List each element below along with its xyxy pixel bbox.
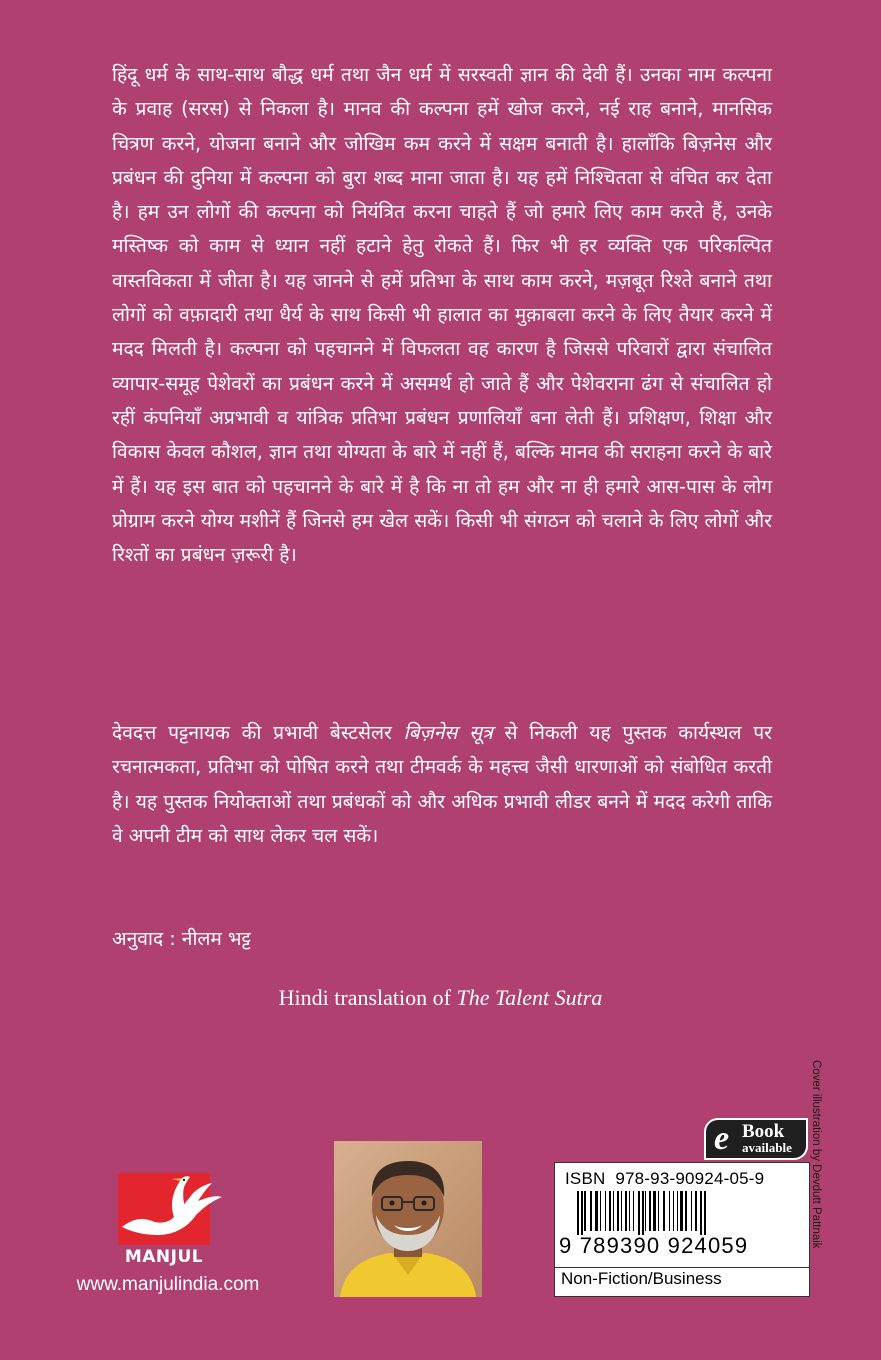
- translation-tagline: [0, 985, 881, 1011]
- ebook-book-label: Book: [742, 1121, 785, 1142]
- barcode-bar: [621, 1191, 622, 1231]
- barcode-bar: [653, 1191, 656, 1231]
- blurb-paragraph-2-end: से निकली यह पुस्तक कार्यस्थल पर रचनात्मकता, प्रतिभा को पोषित करने तथा टीमवर्क के महत्त्व जैसी धारणाओं को संबोधित करती है। यह पुस्तक नियोक्ताओं तथा प्रबंधकों को और अधिक प्रभावी लीडर बनने में मदद करेगी ताकि वे अपनी टीम को साथ लेकर चल सकें।: [112, 721, 772, 847]
- publisher-logo: [118, 1173, 210, 1245]
- book-category: Non-Fiction/Business: [561, 1269, 722, 1288]
- publisher-url: www.manjulindia.com: [76, 1274, 260, 1295]
- translator-credit: अनुवाद : नीलम भट्ट: [112, 927, 251, 950]
- barcode-bar: [595, 1191, 598, 1231]
- tagline-prefix: Hindi translation of: [278, 985, 457, 1010]
- swan-logo-icon: [108, 1171, 224, 1251]
- barcode-bar: [629, 1191, 630, 1231]
- barcode-bar: [609, 1191, 611, 1231]
- ebook-available-badge: [704, 1118, 808, 1160]
- barcode-bar: [645, 1191, 646, 1231]
- barcode-bar: [633, 1191, 634, 1231]
- barcode-bar: [577, 1191, 579, 1235]
- barcode-bar: [658, 1191, 659, 1231]
- barcode-divider: [555, 1267, 809, 1268]
- barcode-bar: [625, 1191, 627, 1231]
- barcode-bar: [695, 1191, 697, 1231]
- barcode-bar: [642, 1191, 644, 1235]
- ebook-available-label: available: [742, 1140, 792, 1155]
- book-title-reference: बिज़नेस सूत्र: [403, 721, 493, 744]
- barcode-bar: [685, 1191, 687, 1231]
- barcode-bar: [669, 1191, 670, 1231]
- barcode-bar: [704, 1191, 706, 1235]
- blurb-paragraph-2: [112, 716, 772, 853]
- isbn-number: 978-93-90924-05-9: [615, 1169, 765, 1188]
- barcode-bar: [638, 1191, 640, 1235]
- barcode-bar: [691, 1191, 692, 1231]
- barcode-bar: [677, 1191, 678, 1231]
- barcode-bar: [605, 1191, 606, 1231]
- ebook-e-letter: e: [714, 1120, 730, 1157]
- barcode-bar: [680, 1191, 683, 1231]
- barcode-bar: [663, 1191, 665, 1231]
- original-title: The Talent Sutra: [456, 985, 603, 1010]
- barcode-panel: [554, 1162, 810, 1297]
- barcode-bar: [613, 1191, 614, 1231]
- isbn-line: [565, 1169, 805, 1189]
- author-photo: [334, 1141, 482, 1297]
- barcode-bar: [649, 1191, 651, 1231]
- barcode-bar: [584, 1191, 586, 1231]
- barcode-bars: [577, 1191, 793, 1235]
- barcode-bar: [700, 1191, 702, 1235]
- barcode-bar: [617, 1191, 619, 1231]
- barcode-digits: 9 789390 924059: [559, 1233, 749, 1258]
- barcode-bar: [673, 1191, 674, 1231]
- blurb-paragraph-2-start: देवदत्त पट्टनायक की प्रभावी बेस्टसेलर: [112, 721, 404, 744]
- barcode-bar: [590, 1191, 592, 1231]
- blurb-paragraph-1: हिंदू धर्म के साथ-साथ बौद्ध धर्म तथा जैन धर्म में सरस्वती ज्ञान की देवी हैं। उनका नाम कल्पना के प्रवाह (सरस) से निकला है। मानव की कल्पना हमें खोज करने, नई राह बनाने, मानसिक चित्रण करने, योजना बनाने और जोखिम कम करने में सक्षम बनाती है। हालाँकि बिज़नेस और प्रबंधन की दुनिया में कल्पना को बुरा शब्द माना जाता है। यह हमें निश्चितता से वंचित कर देता है। हम उन लोगों की कल्पना को नियंत्रित करना चाहते हैं जो हमारे लिए काम करते हैं, उनके मस्तिष्क को काम से ध्यान नहीं हटाने हेतु रोकते हैं। फिर भी हर व्यक्ति एक परिकल्पित वास्तविकता में जीता है। यह जानने से हमें प्रतिभा के साथ काम करने, मज़बूत रिश्ते बनाने तथा लोगों को वफ़ादारी तथा धैर्य के साथ किसी भी हालात का मुक़ाबला करने के लिए तैयार करने में मदद मिलती है। कल्पना को पहचानने में विफलता वह कारण है जिससे परिवारों द्वारा संचालित व्यापार-समूह पेशेवरों का प्रबंधन करने में असमर्थ हो जाते हैं और पेशेवराना ढंग से संचालित हो रहीं कंपनियाँ अप्रभावी व यांत्रिक प्रतिभा प्रबंधन प्रणालियाँ बना लेती हैं। प्रशिक्षण, शिक्षा और विकास केवल कौशल, ज्ञान तथा योग्यता के बारे में नहीं हैं, बल्कि मानव की सराहना करने के बारे में हैं। यह इस बात को पहचानने के बारे में है कि ना तो हम और ना ही हमारे आस-पास के लोग प्रोग्राम करने योग्य मशीनें हैं जिनसे हम खेल सकें। किसी भी संगठन को चलाने के लिए लोगों और रिश्तों का प्रबंधन ज़रूरी है।: [112, 63, 772, 567]
- publisher-name: MANJUL: [124, 1247, 204, 1267]
- barcode-bar: [600, 1191, 601, 1231]
- cover-illustration-credit: Cover illustration by Devdutt Pattnaik: [810, 1060, 822, 1249]
- barcode-bar: [581, 1191, 583, 1235]
- isbn-label: ISBN: [565, 1169, 606, 1188]
